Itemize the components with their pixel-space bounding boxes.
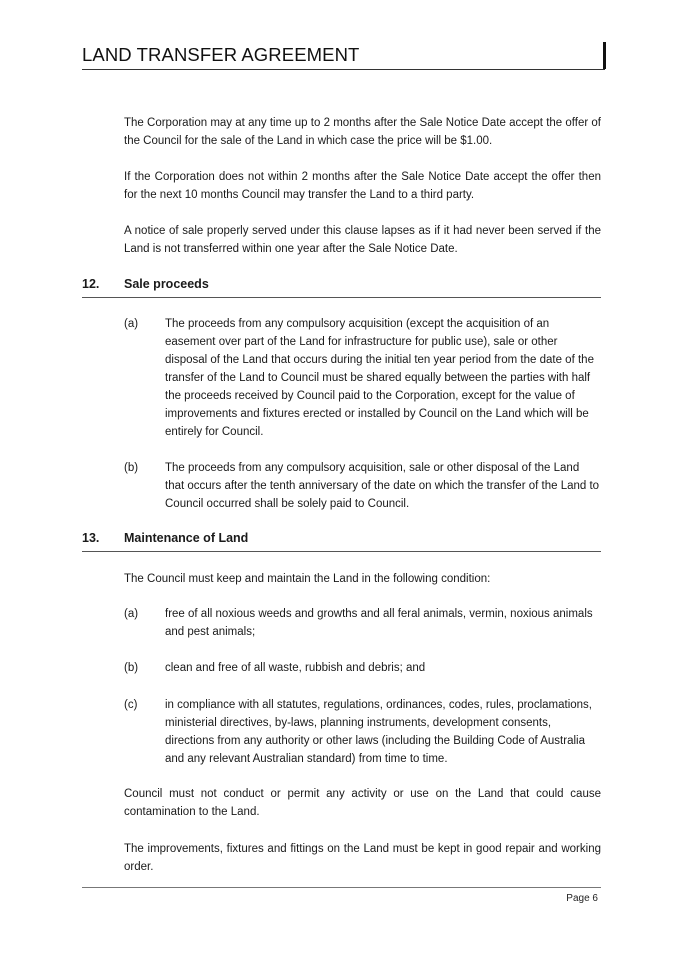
list-item-text: clean and free of all waste, rubbish and debris; and xyxy=(165,662,426,674)
page-number: Page 6 xyxy=(566,893,598,904)
intro-paragraph-3: A notice of sale properly served under this clause lapses as if it had never been served if the Land is not transferred within one year after the Sale Notice Date. xyxy=(124,225,601,255)
list-item-text: The proceeds from any compulsory acquisition, sale or other disposal of the Land that occurs after the tenth anniversary of the date on which the transfer of the Land to Council occurred shall be solely paid to Council. xyxy=(165,462,600,510)
list-item-label: (a) xyxy=(124,318,139,330)
section-12-title: Sale proceeds xyxy=(124,277,209,291)
footer-divider xyxy=(82,887,601,888)
section-13-divider xyxy=(82,551,601,552)
intro-paragraph-2: If the Corporation does not within 2 months after the Sale Notice Date accept the offer then for the next 10 months Council may transfer the Land to a third party. xyxy=(124,171,601,201)
list-item-label: (a) xyxy=(124,608,139,620)
section-13-number: 13. xyxy=(82,531,100,545)
list-item-label: (b) xyxy=(124,462,139,474)
list-item-label: (b) xyxy=(124,662,139,674)
document-title: LAND TRANSFER AGREEMENT xyxy=(82,44,360,65)
section-12-number: 12. xyxy=(82,277,100,291)
list-item-text: The proceeds from any compulsory acquisition (except the acquisition of an easement over part of the Land for infrastructure for public use), sale or other disposal of the Land that occurs during the initial ten year period from the date of the transfer of the Land to Council must be shared equally between the parties with half the proceeds received by Council paid to the Corporation, except for the value of improvements and fixtures erected or installed by Council on the Land which will be entirely for Council. xyxy=(165,318,594,438)
section-13-paragraph-1: Council must not conduct or permit any activity or use on the Land that could cause contamination to the Land. xyxy=(124,788,601,818)
list-item-text: free of all noxious weeds and growths and all feral animals, vermin, noxious animals and pest animals; xyxy=(165,608,593,638)
list-item-label: (c) xyxy=(124,699,138,711)
intro-paragraph-1: The Corporation may at any time up to 2 months after the Sale Notice Date accept the offer of the Council for the sale of the Land in which case the price will be $1.00. xyxy=(124,117,601,147)
header-divider xyxy=(82,69,605,70)
section-13-paragraph-2: The improvements, fixtures and fittings on the Land must be kept in good repair and working order. xyxy=(124,843,601,873)
section-12-divider xyxy=(82,297,601,298)
list-item-text: in compliance with all statutes, regulations, ordinances, codes, rules, proclamations, ministerial directives, by-laws, planning instruments, development consents, directions from any authority or other laws (including the Building Code of Australia and any relevant Australian standard) from time to time. xyxy=(165,699,592,765)
section-13-title: Maintenance of Land xyxy=(124,531,249,545)
header-accent-bar xyxy=(603,42,606,69)
section-13-intro: The Council must keep and maintain the Land in the following condition: xyxy=(124,573,491,585)
